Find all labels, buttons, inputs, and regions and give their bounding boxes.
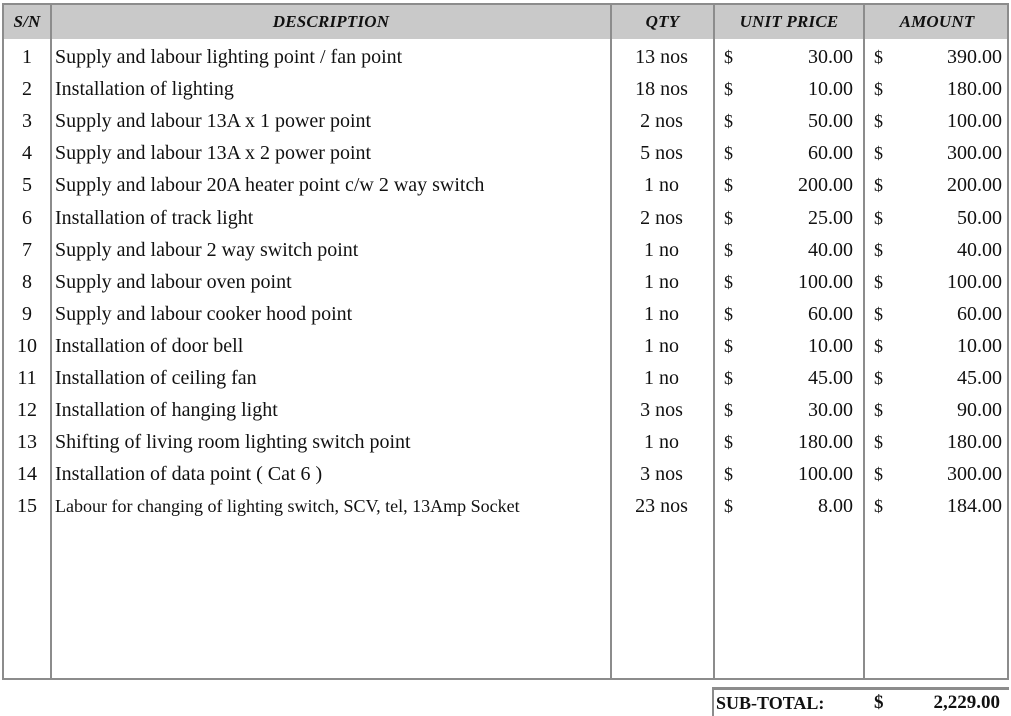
table-row [4,41,1007,73]
row-amount-currency: $ [874,464,883,485]
row-unit-price: 60.00 [808,142,853,165]
row-sn: 15 [17,495,37,518]
quotation-table [2,3,1009,680]
row-qty: 1 no [644,367,679,389]
row-unit-price-currency: $ [724,335,733,356]
row-sn: 9 [22,302,32,325]
row-unit-price-currency: $ [724,496,733,517]
header-unit-price: UNIT PRICE [739,12,839,31]
row-amount: 60.00 [957,302,1002,325]
row-amount: 300.00 [947,463,1002,486]
row-unit-price-currency: $ [724,79,733,100]
row-sn: 14 [17,463,37,486]
row-amount: 390.00 [947,46,1002,68]
row-unit-price-currency: $ [724,239,733,260]
row-unit-price-currency: $ [724,464,733,485]
row-unit-price: 100.00 [798,463,853,486]
table-row [4,137,1007,169]
row-sn: 3 [22,110,32,133]
row-description: Shifting of living room lighting switch point [55,431,411,454]
row-description: Installation of data point ( Cat 6 ) [55,463,323,486]
row-sn: 12 [17,399,37,422]
row-unit-price-currency: $ [724,400,733,421]
row-qty: 5 nos [640,142,683,165]
row-unit-price: 8.00 [818,495,853,518]
row-qty: 2 nos [640,206,683,229]
row-sn: 11 [17,367,37,389]
row-qty: 3 nos [640,399,683,422]
row-amount-currency: $ [874,143,883,164]
row-unit-price: 180.00 [798,431,853,454]
row-qty: 23 nos [635,495,688,518]
row-qty: 3 nos [640,463,683,486]
table-row [4,169,1007,201]
row-sn: 5 [22,174,32,197]
row-amount-currency: $ [874,368,883,388]
row-amount-currency: $ [874,271,883,292]
table-row [4,362,1007,394]
row-unit-price-currency: $ [724,143,733,164]
row-sn: 2 [22,78,32,101]
row-amount: 10.00 [957,334,1002,357]
row-unit-price-currency: $ [724,47,733,67]
row-qty: 18 nos [635,78,688,101]
row-sn: 6 [22,206,32,229]
table-row [4,73,1007,105]
row-amount: 90.00 [957,399,1002,422]
row-unit-price-currency: $ [724,111,733,132]
row-description: Supply and labour oven point [55,270,292,293]
table-row [4,330,1007,362]
subtotal-currency: $ [874,692,884,713]
row-unit-price: 10.00 [808,334,853,357]
row-sn: 13 [17,431,37,454]
table-header [4,5,1007,39]
row-description: Installation of track light [55,206,254,229]
row-unit-price-currency: $ [724,175,733,196]
row-amount-currency: $ [874,207,883,228]
table-row [4,458,1007,490]
row-amount-currency: $ [874,111,883,132]
row-qty: 1 no [644,174,679,197]
row-unit-price-currency: $ [724,303,733,324]
table-row [4,105,1007,137]
row-description: Installation of ceiling fan [55,367,257,389]
row-amount-currency: $ [874,335,883,356]
row-amount-currency: $ [874,400,883,421]
row-qty: 1 no [644,302,679,325]
row-sn: 4 [22,142,32,165]
header-sn: S/N [13,12,41,31]
row-amount: 300.00 [947,142,1002,165]
row-description: Installation of door bell [55,334,244,357]
row-amount-currency: $ [874,432,883,453]
row-description: Installation of hanging light [55,399,278,422]
row-amount-currency: $ [874,47,883,67]
row-description: Supply and labour 13A x 2 power point [55,142,372,165]
row-amount-currency: $ [874,303,883,324]
table-row [4,490,1007,522]
row-qty: 1 no [644,238,679,261]
row-amount: 100.00 [947,110,1002,133]
row-description: Supply and labour 20A heater point c/w 2 way switch [55,174,485,197]
table-row [4,234,1007,266]
row-amount-currency: $ [874,79,883,100]
row-unit-price-currency: $ [724,207,733,228]
row-unit-price: 10.00 [808,78,853,101]
table-row [4,202,1007,234]
subtotal-divider [712,687,714,716]
table-row [4,298,1007,330]
row-amount: 180.00 [947,431,1002,454]
row-unit-price: 60.00 [808,302,853,325]
row-description: Labour for changing of lighting switch, SCV, tel, 13Amp Socket [55,496,520,517]
row-qty: 1 no [644,270,679,293]
table-row [4,426,1007,458]
subtotal-label: SUB-TOTAL: [716,693,825,713]
table-row [4,266,1007,298]
row-sn: 7 [22,238,32,261]
header-qty: QTY [645,12,680,31]
row-qty: 1 no [644,431,679,454]
row-qty: 2 nos [640,110,683,133]
row-description: Installation of lighting [55,78,234,101]
row-sn: 1 [22,46,32,68]
row-sn: 10 [17,334,37,357]
row-unit-price-currency: $ [724,271,733,292]
row-unit-price: 30.00 [808,399,853,422]
row-amount: 184.00 [947,495,1002,518]
row-sn: 8 [22,270,32,293]
row-unit-price-currency: $ [724,368,733,388]
row-amount: 50.00 [957,206,1002,229]
row-description: Supply and labour 13A x 1 power point [55,110,372,133]
row-unit-price: 100.00 [798,270,853,293]
row-amount: 180.00 [947,78,1002,101]
row-unit-price: 50.00 [808,110,853,133]
row-description: Supply and labour 2 way switch point [55,238,359,261]
row-amount-currency: $ [874,175,883,196]
row-unit-price: 45.00 [808,367,853,389]
row-description: Supply and labour cooker hood point [55,302,353,325]
header-amount: AMOUNT [899,12,975,31]
header-description: DESCRIPTION [272,12,390,31]
table-row [4,394,1007,426]
row-description: Supply and labour lighting point / fan point [55,46,403,68]
row-amount: 200.00 [947,174,1002,197]
row-qty: 13 nos [635,46,688,68]
row-unit-price: 200.00 [798,174,853,197]
row-amount-currency: $ [874,496,883,517]
row-unit-price: 30.00 [808,46,853,68]
row-unit-price-currency: $ [724,432,733,453]
subtotal-value: 2,229.00 [933,692,1000,713]
row-amount: 40.00 [957,238,1002,261]
row-amount-currency: $ [874,239,883,260]
row-unit-price: 40.00 [808,238,853,261]
row-unit-price: 25.00 [808,206,853,229]
row-qty: 1 no [644,334,679,357]
row-amount: 45.00 [957,367,1002,389]
row-amount: 100.00 [947,270,1002,293]
